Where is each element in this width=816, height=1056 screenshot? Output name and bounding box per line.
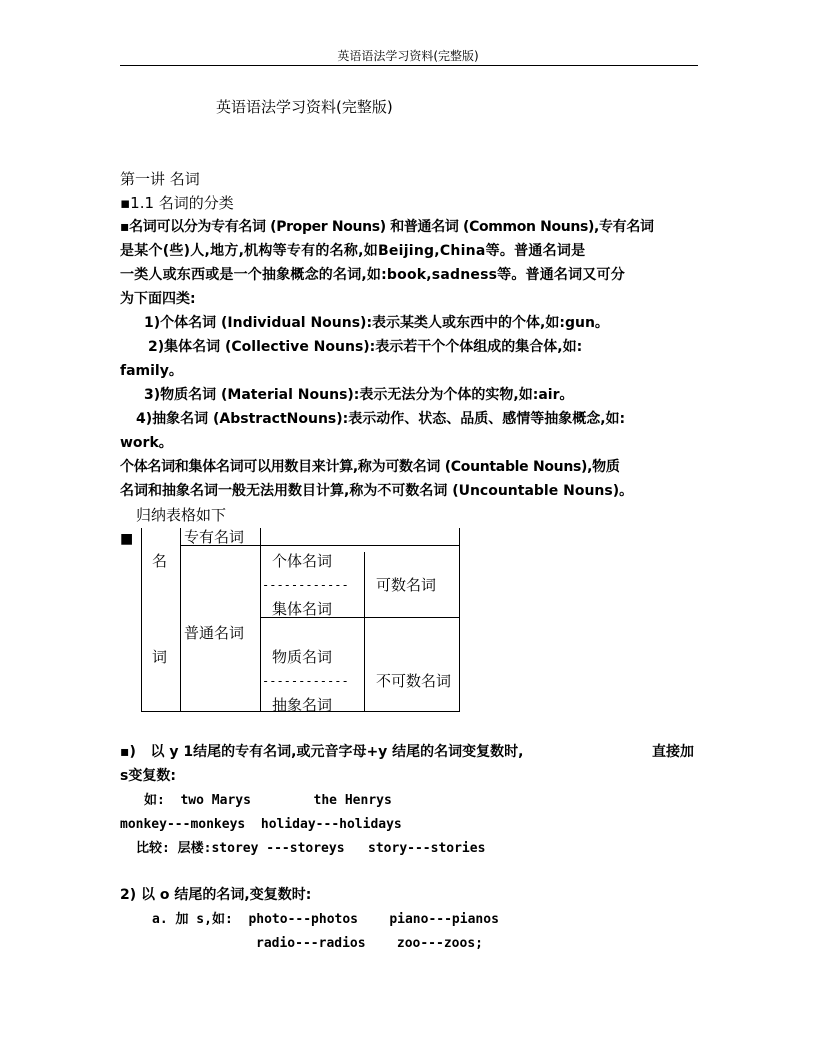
plural-rule-2: 2) 以 o 结尾的名词,变复数时:	[120, 887, 312, 903]
countable-noun-cell: 可数名词	[376, 576, 437, 594]
table-border	[260, 528, 261, 712]
collective-noun-cell: 集体名词	[272, 600, 333, 618]
noun-type-item: 4)抽象名词 (AbstractNouns):表示动作、状态、品质、感情等抽象概念,如:	[136, 411, 626, 427]
plural-example: 如: two Marys the Henrys	[144, 793, 392, 808]
noun-type-item: 1)个体名词 (Individual Nouns):表示某类人或东西中的个体,如:gun。	[144, 315, 609, 331]
table-rule	[260, 545, 459, 546]
section-heading: ▪1.1 名词的分类	[120, 194, 234, 212]
table-dash-divider: ------------	[262, 674, 349, 688]
lecture-heading: 第一讲 名词	[120, 170, 200, 188]
noun-char-ming: 名	[152, 552, 168, 570]
plural-example: monkey---monkeys holiday---holidays	[120, 817, 402, 832]
plural-comparison: 比较: 层楼:storey ---storeys story---stories	[136, 841, 486, 856]
table-dash-divider: ------------	[262, 578, 349, 592]
document-title: 英语语法学习资料(完整版)	[216, 98, 393, 116]
table-border	[364, 552, 365, 712]
plural-rule-1-tail: 直接加	[652, 744, 694, 760]
table-bullet: ■	[120, 531, 134, 547]
plural-rule-1: ▪) 以 y 1结尾的专有名词,或元音字母+y 结尾的名词变复数时,	[120, 744, 524, 760]
intro-line: ▪名词可以分为专有名词 (Proper Nouns) 和普通名词 (Common Nouns),专有名词	[120, 219, 654, 235]
uncountable-noun-cell: 不可数名词	[376, 672, 452, 690]
abstract-noun-cell: 抽象名词	[272, 696, 333, 714]
material-noun-cell: 物质名词	[272, 648, 333, 666]
intro-line: 为下面四类:	[120, 291, 196, 307]
table-border-left	[141, 528, 142, 712]
noun-type-item: family。	[120, 363, 183, 379]
intro-line: 一类人或东西或是一个抽象概念的名词,如:book,sadness等。普通名词又可分	[120, 267, 625, 283]
countable-paragraph: 名词和抽象名词一般无法用数目计算,称为不可数名词 (Uncountable Nouns)。	[120, 483, 634, 499]
countable-paragraph: 个体名词和集体名词可以用数目来计算,称为可数名词 (Countable Nouns),物质	[120, 459, 620, 475]
noun-char-ci: 词	[152, 648, 168, 666]
plural-rule-1-cont: s变复数:	[120, 768, 176, 784]
common-noun-cell: 普通名词	[184, 624, 245, 642]
individual-noun-cell: 个体名词	[272, 552, 333, 570]
table-caption: 归纳表格如下	[136, 506, 227, 524]
proper-noun-cell: 专有名词	[184, 528, 245, 546]
plural-example: radio---radios zoo---zoos;	[256, 936, 483, 951]
table-border-right	[459, 528, 460, 712]
plural-example: a. 加 s,如: photo---photos piano---pianos	[152, 912, 499, 927]
noun-type-item: 3)物质名词 (Material Nouns):表示无法分为个体的实物,如:air。	[144, 387, 574, 403]
noun-type-item: work。	[120, 435, 173, 451]
intro-line: 是某个(些)人,地方,机构等专有的名称,如Beijing,China等。普通名词是	[120, 243, 586, 259]
noun-type-item: 2)集体名词 (Collective Nouns):表示若干个个体组成的集合体,如:	[148, 339, 583, 355]
header-rule	[120, 65, 698, 66]
running-header: 英语语法学习资料(完整版)	[337, 49, 479, 63]
table-border	[180, 528, 181, 712]
